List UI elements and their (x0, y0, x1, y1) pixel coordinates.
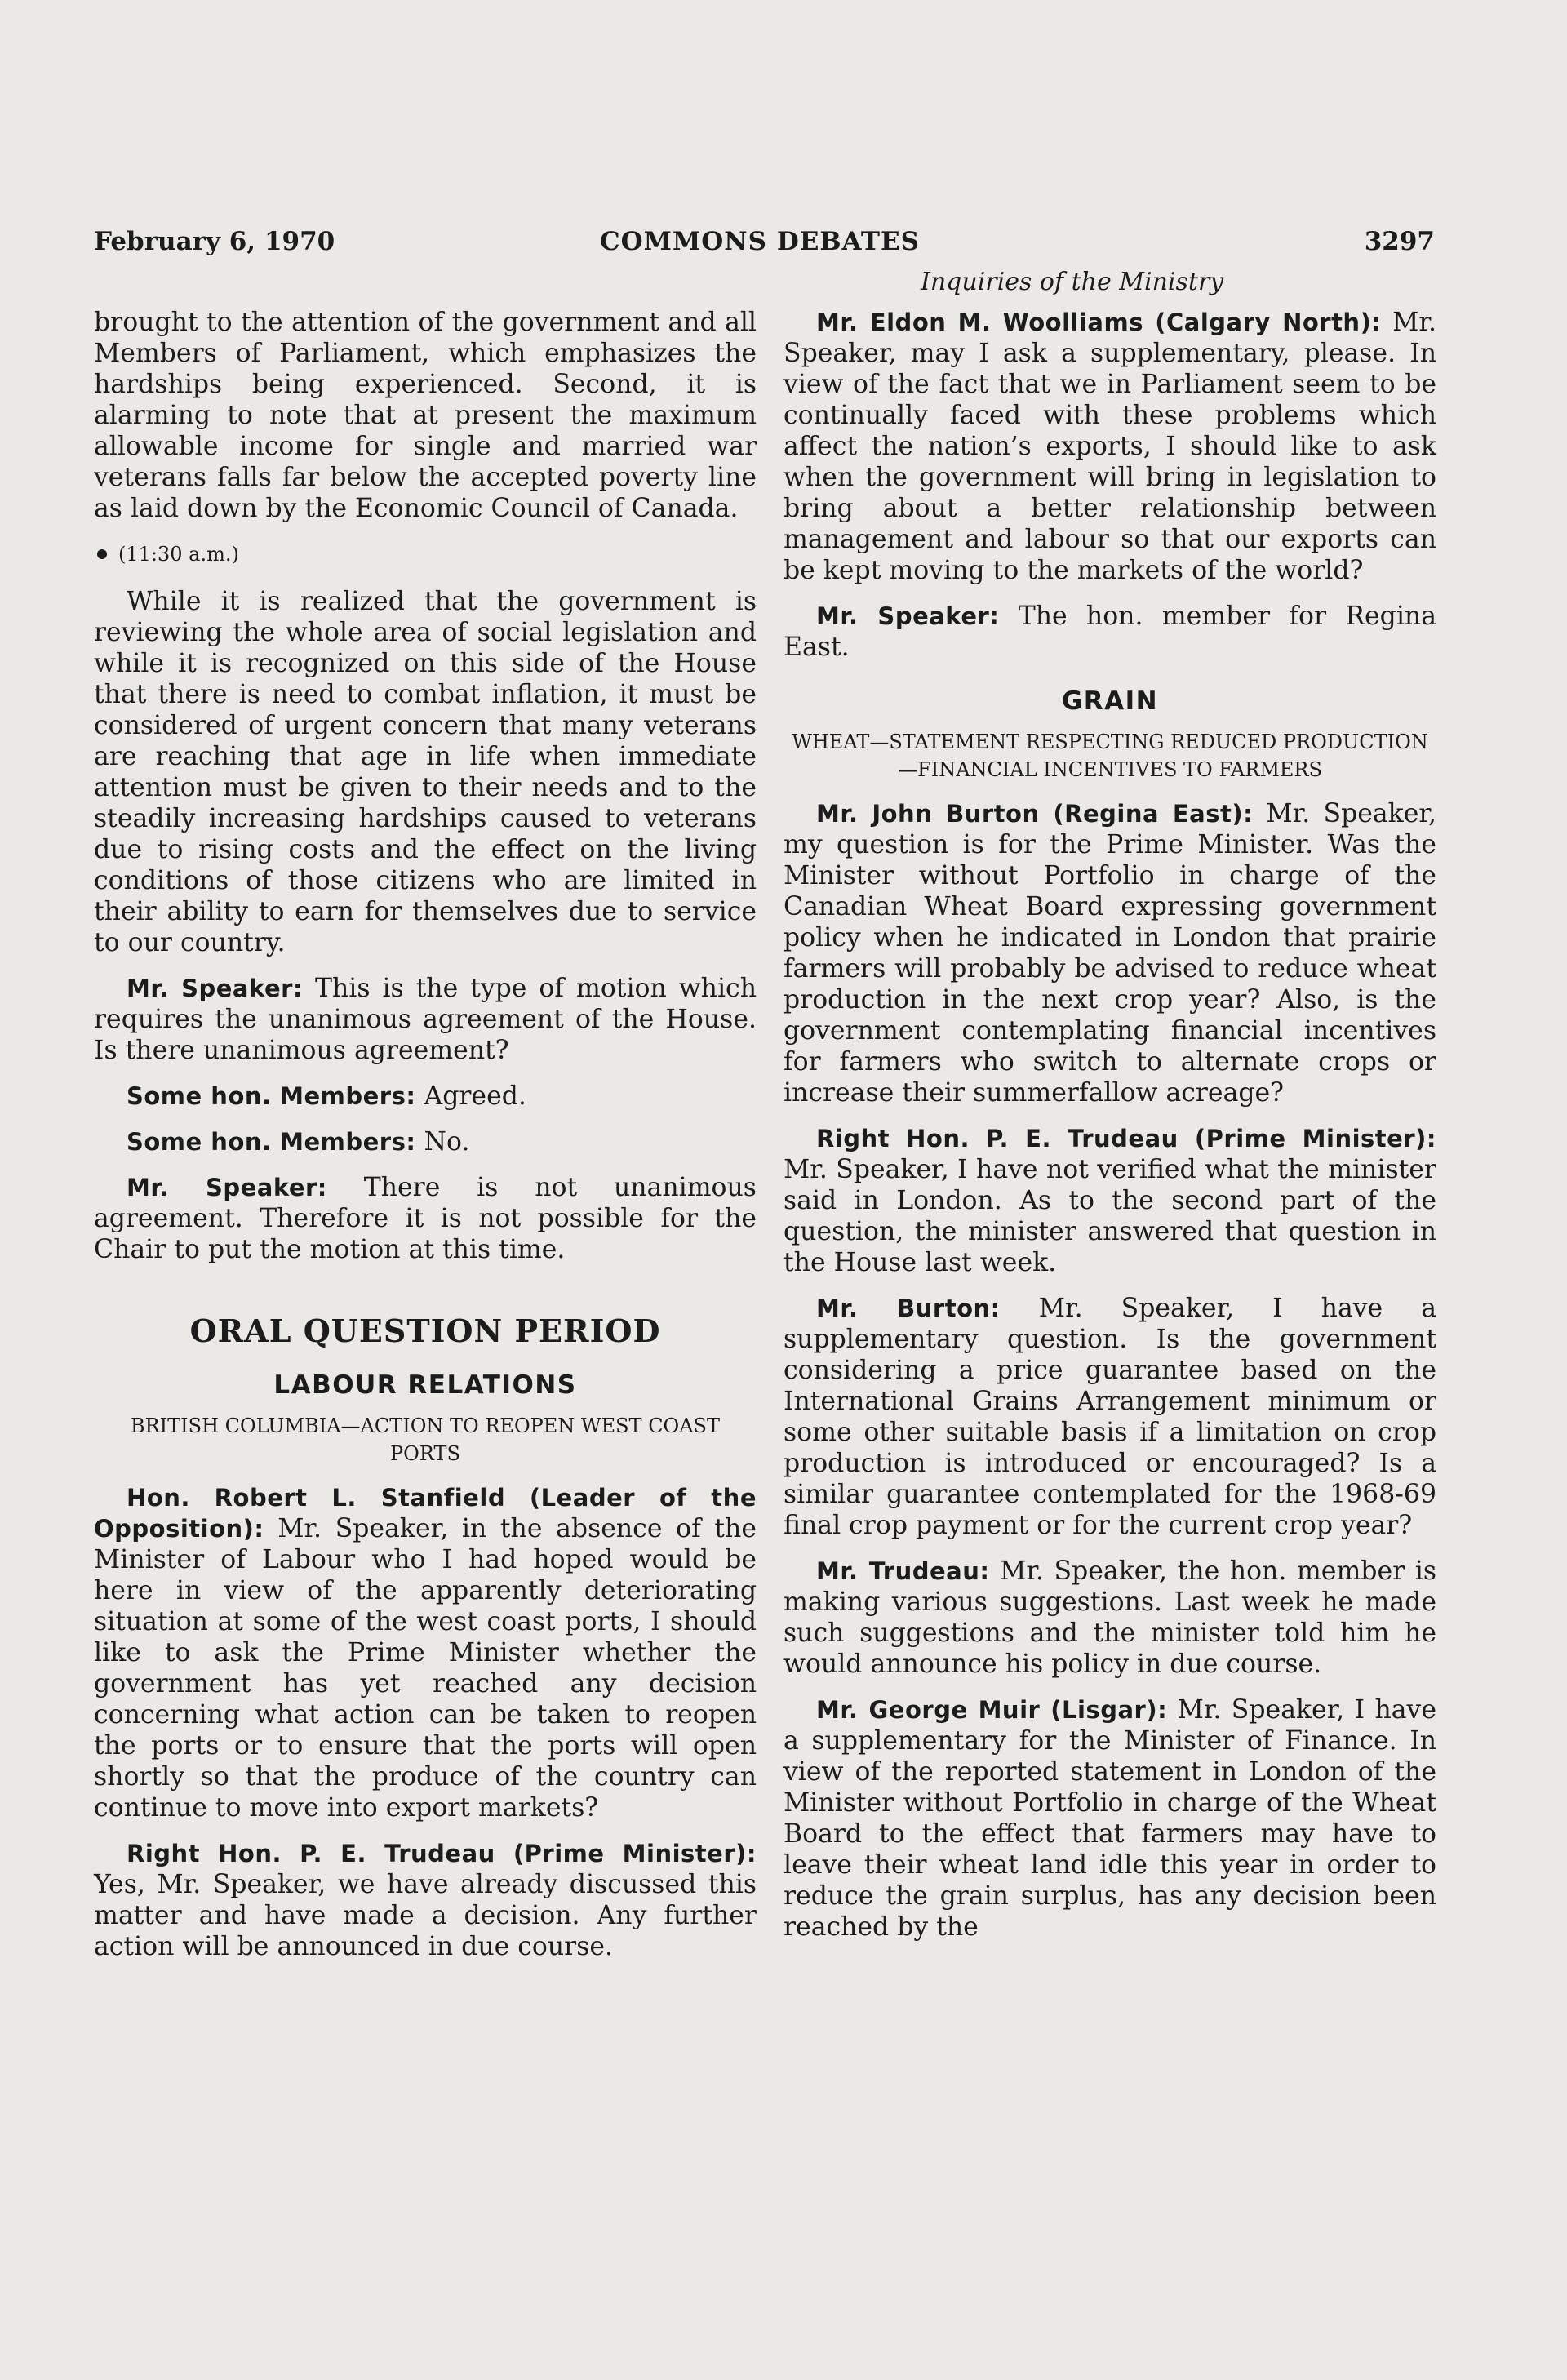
speech-text: This is the type of motion which requires the unanimous agreement of the House. Is there unanimous agreement? (94, 974, 757, 1065)
time-text: (11:30 a.m.) (118, 543, 239, 566)
header-date: February 6, 1970 (94, 227, 335, 256)
speaker-name: Right Hon. P. E. Trudeau (Prime Minister): (816, 1125, 1436, 1152)
speaker-name: Some hon. Members: (127, 1128, 416, 1156)
speech (94, 1482, 757, 1823)
speech-text: Mr. Speaker, I have a supplementary for the Minister of Finance. In view of the reported statement in London of the Minister without Portfolio in charge of the Wheat Board to the effect that farmers may have to leave their wheat land idle this year in order to reduce the grain surplus, has any decision been reached by the (784, 1695, 1436, 1942)
speech (784, 1694, 1436, 1943)
bullet-icon (97, 549, 107, 559)
speech (94, 1838, 757, 1962)
speech (784, 601, 1436, 663)
topic-heading: BRITISH COLUMBIA—ACTION TO REOPEN WEST COAST PORTS (130, 1414, 721, 1465)
time-marker (94, 539, 757, 570)
speaker-name: Right Hon. P. E. Trudeau (Prime Minister): (127, 1840, 757, 1867)
speech (784, 1123, 1436, 1278)
speech-text: Mr. Speaker, I have not verified what the minister said in London. As to the second part of the question, the minister answered that question in the House last week. (784, 1155, 1436, 1277)
speech (94, 1081, 757, 1112)
speech-text: Mr. Speaker, may I ask a supplementary, please. In view of the fact that we in Parliament seem to be continually faced with these problems which affect the nation’s exports, I should like to ask when the government will bring in legislation to bring about a better relationship between management and labour so that our exports can be kept moving to the markets of the world? (784, 308, 1436, 585)
speaker-name: Hon. Robert L. Stanfield (Leader of the Opposition): (94, 1484, 757, 1543)
speech (784, 798, 1436, 1108)
page-header (94, 227, 1435, 268)
speaker-name: Mr. Trudeau: (816, 1557, 990, 1585)
section-heading: GRAIN (1061, 686, 1159, 716)
speaker-name: Mr. Eldon M. Woolliams (Calgary North): (816, 309, 1382, 336)
speech (784, 1556, 1436, 1680)
topic-heading: WHEAT—STATEMENT RESPECTING REDUCED PRODUCTION—FINANCIAL INCENTIVES TO FARMERS (792, 730, 1428, 781)
section-heading: ORAL QUESTION PERIOD (189, 1312, 661, 1349)
speaker-name: Mr. George Muir (Lisgar): (816, 1696, 1168, 1724)
paragraph: While it is realized that the government is reviewing the whole area of social legislation and while it is recognized on this side of the House that there is need to combat inflation, it must be considered of urgent concern that many veterans are reaching that age in life when immediate attention must be given to their needs and to the steadily increasing hardships caused to veterans due to rising costs and the effect on the living conditions of those citizens who are limited in their ability to earn for themselves due to service to our country. (94, 587, 757, 957)
speech (784, 307, 1436, 586)
speaker-name: Some hon. Members: (127, 1082, 416, 1110)
speaker-name: Mr. Speaker: (127, 975, 304, 1002)
speaker-name: Mr. Burton: (816, 1294, 1001, 1322)
header-title: COMMONS DEBATES (600, 227, 920, 256)
speech-text: There is not unanimous agreement. Therefore it is not possible for the Chair to put the motion at this time. (94, 1173, 757, 1264)
page-number: 3297 (1364, 227, 1435, 256)
speech (784, 1293, 1436, 1541)
speech (94, 1172, 757, 1265)
speech-text: Mr. Speaker, I have a supplementary question. Is the government considering a price guarantee based on the International Grains Arrangement minimum or some other suitable basis if a limitation on crop production is introduced or encouraged? Is a similar guarantee contemplated for the 1968-69 final crop payment or for the current crop year? (784, 1294, 1437, 1540)
speech-text: Mr. Speaker, my question is for the Prime Minister. Was the Minister without Portfolio in charge of the Canadian Wheat Board expressing government policy when he indicated in London that prairie farmers will probably be advised to reduce wheat production in the next crop year? Also, is the government contemplating financial incentives for farmers who switch to alternate crops or increase their summerfallow acreage? (784, 799, 1436, 1108)
left-column (94, 307, 757, 1977)
speaker-name: Mr. Speaker: (816, 602, 1000, 630)
speech-text: No. (415, 1127, 470, 1157)
paragraph: brought to the attention of the government and all Members of Parliament, which emphasizes the hardships being experienced. Second, it is alarming to note that at present the maximum allowable income for single and married war veterans falls far below the accepted poverty line as laid down by the Economic Council of Canada. (94, 308, 757, 523)
speech-text: Mr. Speaker, the hon. member is making various suggestions. Last week he made such suggestions and the minister told him he would announce his policy in due course. (784, 1556, 1436, 1679)
speech-text: Mr. Speaker, in the absence of the Minister of Labour who I had hoped would be here in view of the apparently deteriorating situation at some of the west coast ports, I should like to ask the Prime Minister whether the government has yet reached any decision concerning what action can be taken to reopen the ports or to ensure that the ports will open shortly so that the produce of the country can continue to move into export markets? (94, 1514, 757, 1823)
speech (94, 973, 757, 1066)
speech (94, 1126, 757, 1157)
running-head: Inquiries of the Ministry (921, 268, 1224, 296)
subsection-heading: LABOUR RELATIONS (273, 1370, 577, 1400)
speech-text: Yes, Mr. Speaker, we have already discussed this matter and have made a decision. Any further action will be announced in due course. (94, 1870, 757, 1961)
speaker-name: Mr. Speaker: (127, 1174, 327, 1201)
right-column (784, 307, 1436, 1957)
speech-text: The hon. member for Regina East. (784, 602, 1436, 662)
speech-text: Agreed. (415, 1081, 526, 1111)
speaker-name: Mr. John Burton (Regina East): (816, 800, 1254, 828)
